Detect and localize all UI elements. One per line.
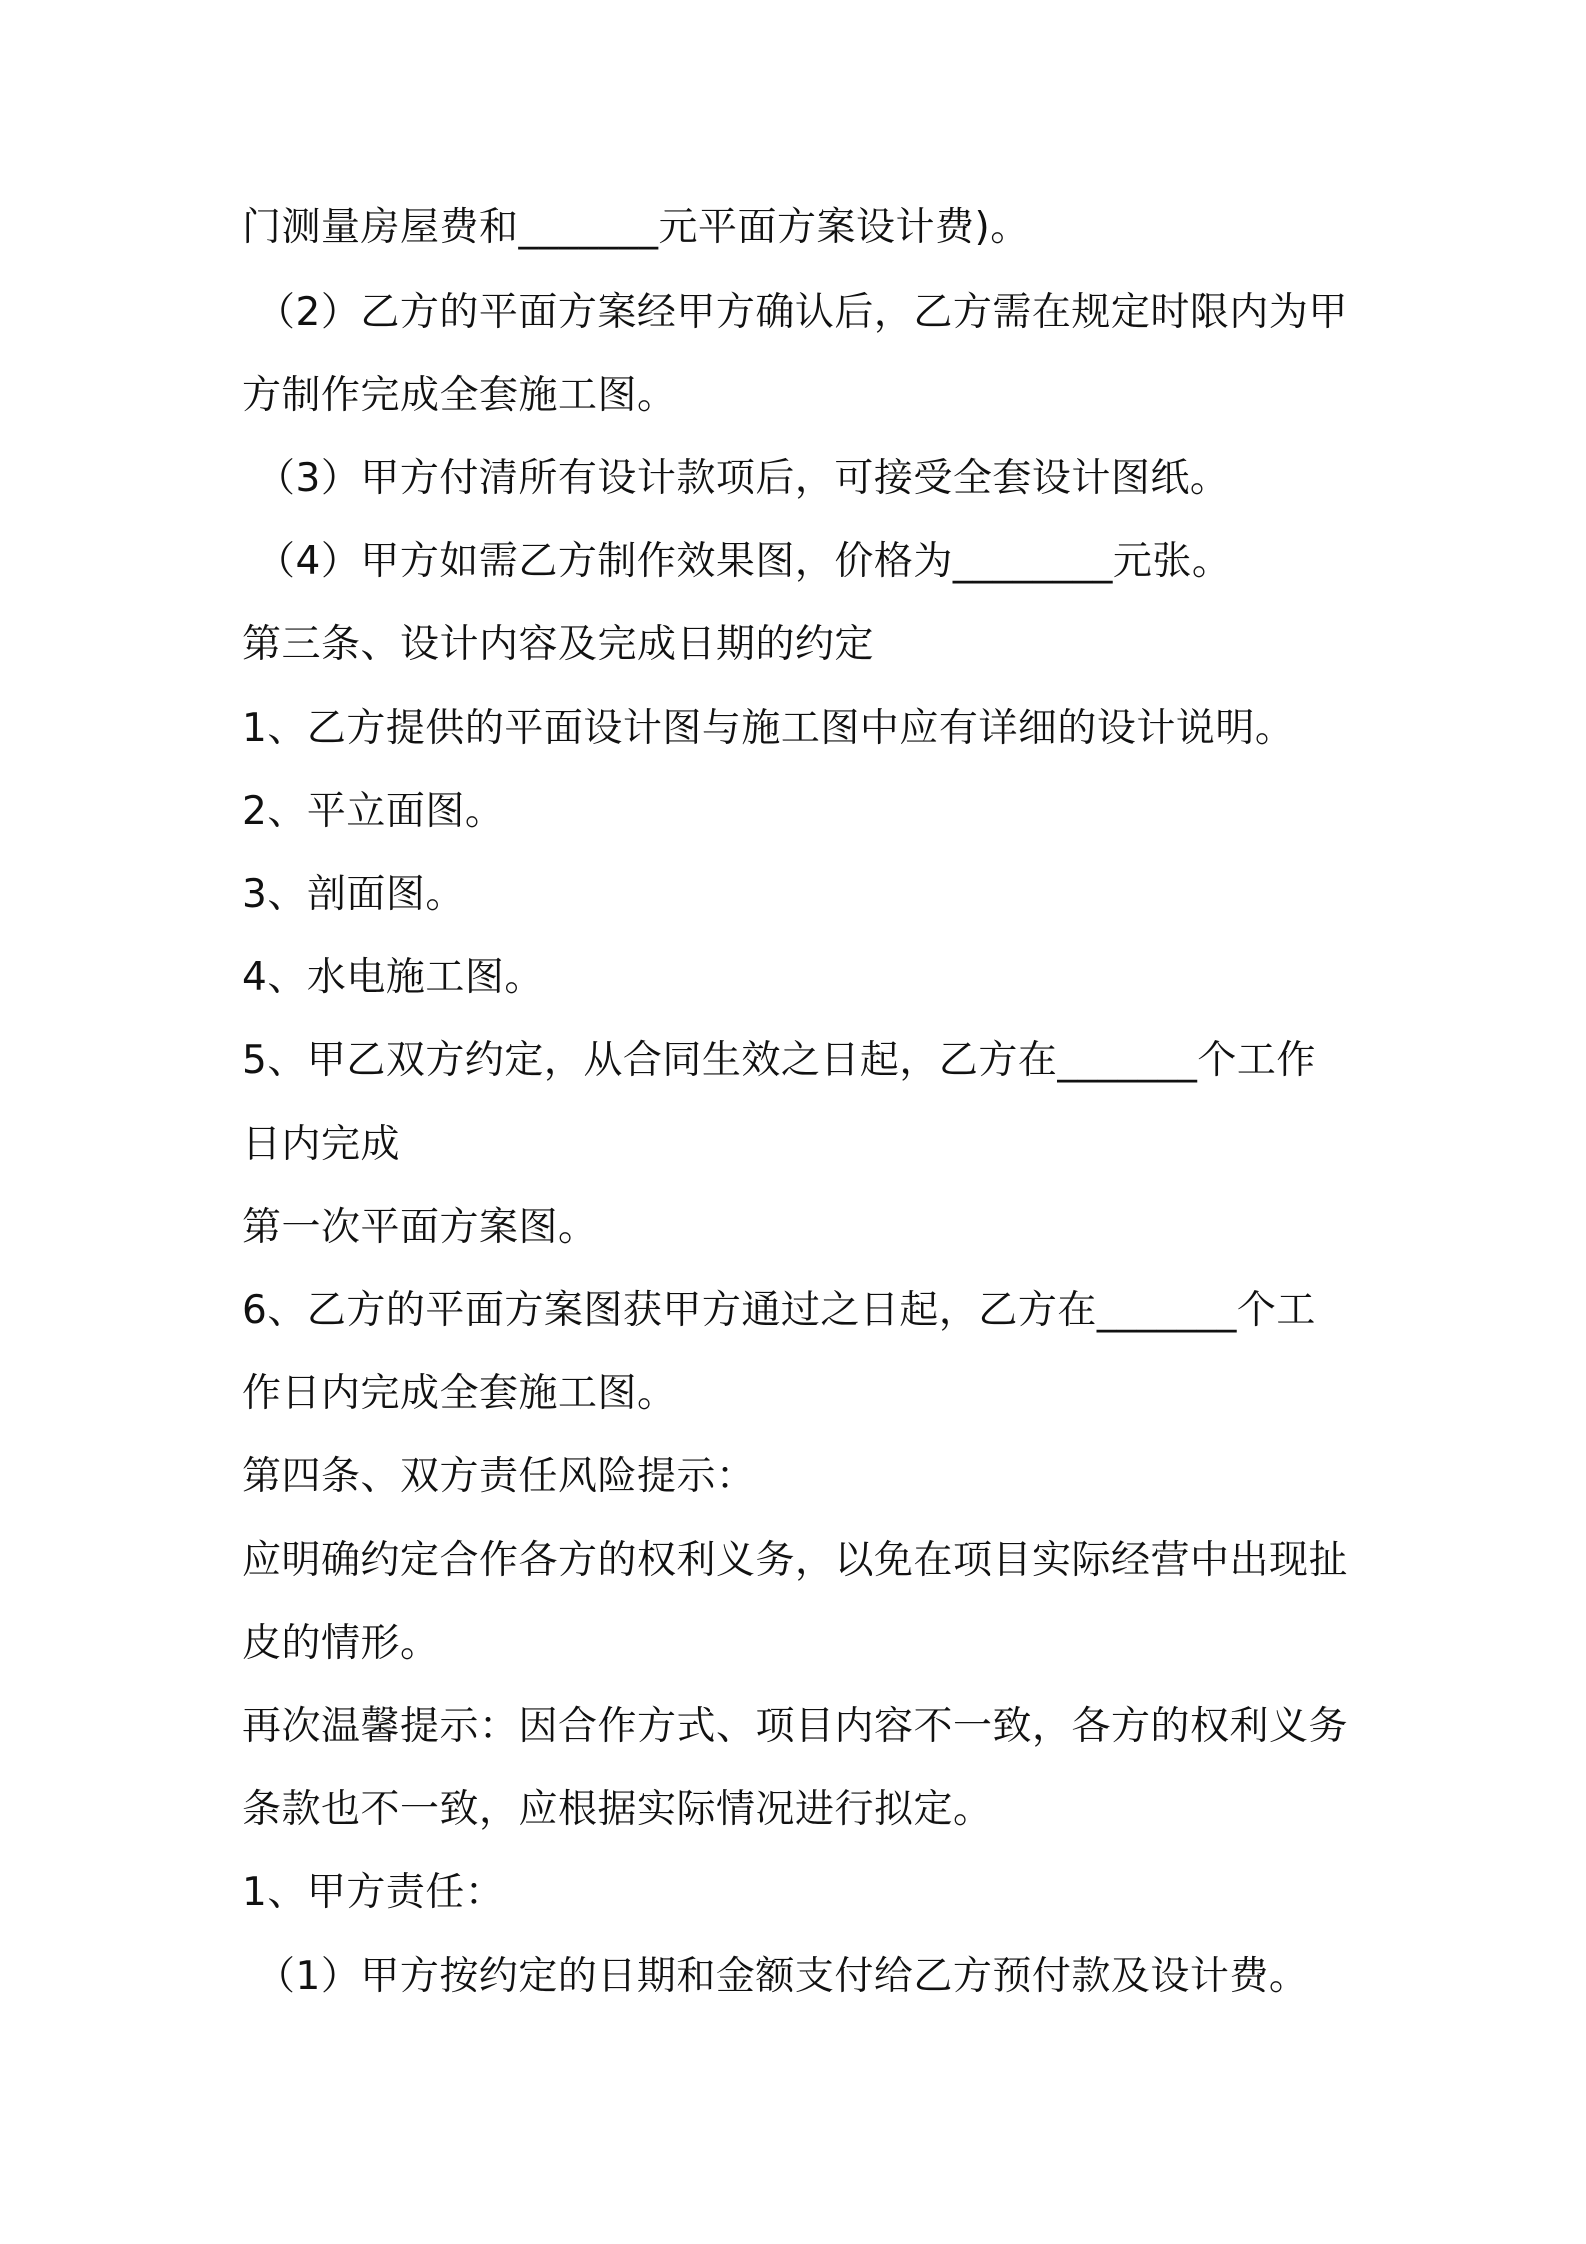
text-line-clause-3: 3、剖面图。 [242, 872, 465, 917]
text-line-risk-note: 应明确约定合作各方的权利义务，以免在项目实际经营中出现扯 [242, 1538, 1349, 1583]
text-line-clause-6-continuation: 作日内完成全套施工图。 [242, 1371, 677, 1416]
text-line-risk-note-continuation: 皮的情形。 [242, 1621, 440, 1666]
text-line-fee-continuation: 门测量房屋费和_______元平面方案设计费)。 [242, 205, 1030, 250]
text-line-clause-1: 1、乙方提供的平面设计图与施工图中应有详细的设计说明。 [242, 706, 1295, 751]
text-line-clause-6: 6、乙方的平面方案图获甲方通过之日起，乙方在_______个工 [242, 1288, 1316, 1333]
section-heading-article-3: 第三条、设计内容及完成日期的约定 [242, 622, 875, 667]
text-line-reminder-continuation: 条款也不一致，应根据实际情况进行拟定。 [242, 1787, 993, 1832]
text-line-item-4: （4）甲方如需乙方制作效果图，价格为________元张。 [256, 539, 1232, 584]
text-line-clause-4: 4、水电施工图。 [242, 955, 544, 1000]
text-line-item-3: （3）甲方付清所有设计款项后，可接受全套设计图纸。 [256, 456, 1230, 501]
text-line-clause-5: 5、甲乙双方约定，从合同生效之日起，乙方在_______个工作 [242, 1038, 1316, 1083]
text-line-reminder: 再次温馨提示：因合作方式、项目内容不一致，各方的权利义务 [242, 1704, 1349, 1749]
text-line-clause-5-continuation: 日内完成 [242, 1122, 401, 1167]
text-line-first-plan: 第一次平面方案图。 [242, 1205, 598, 1250]
subheading-party-a-duties: 1、甲方责任： [242, 1870, 505, 1915]
text-line-item-2: （2）乙方的平面方案经甲方确认后，乙方需在规定时限内为甲 [256, 290, 1348, 335]
text-line-item-2-continuation: 方制作完成全套施工图。 [242, 373, 677, 418]
text-line-party-a-duty-1: （1）甲方按约定的日期和金额支付给乙方预付款及设计费。 [256, 1954, 1309, 1999]
section-heading-article-4: 第四条、双方责任风险提示： [242, 1454, 756, 1499]
text-line-clause-2: 2、平立面图。 [242, 789, 505, 834]
